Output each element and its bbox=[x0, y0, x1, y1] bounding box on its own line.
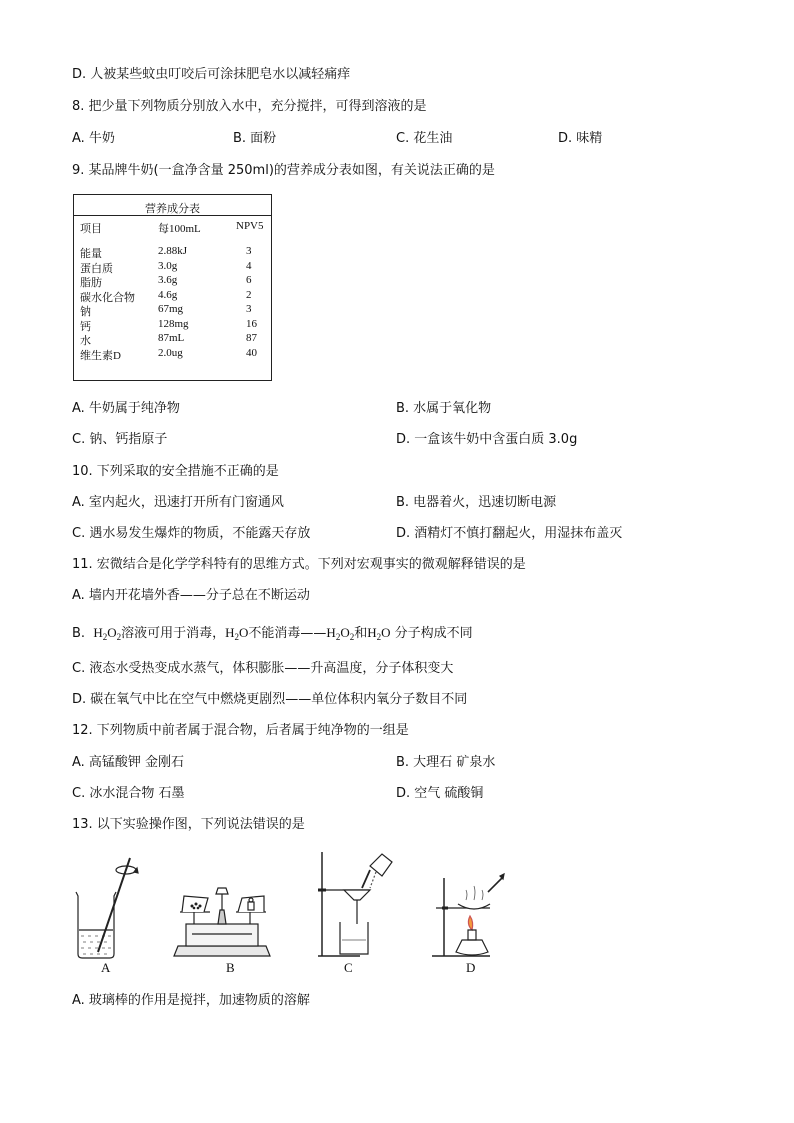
evaporation-figure bbox=[432, 874, 504, 956]
nutrition-row bbox=[74, 303, 271, 318]
nutrition-row bbox=[74, 274, 271, 289]
q9-option-b: B. 水属于氧化物 bbox=[396, 401, 492, 416]
option-text: 不能消毒—— bbox=[248, 626, 327, 641]
option-text: 和 bbox=[354, 626, 368, 641]
nutrient-name: 能量 bbox=[80, 248, 102, 260]
nutrient-amount: 2.0ug bbox=[158, 346, 183, 359]
formula-h2o2: $H_2O_2$ bbox=[326, 625, 355, 642]
q9-option-c: C. 钠、钙指原子 bbox=[72, 432, 168, 447]
option-text: 分子构成不同 bbox=[394, 626, 473, 641]
figure-label-d: D bbox=[466, 960, 476, 975]
nutrient-name: 钠 bbox=[80, 306, 91, 318]
q11-option-d: D. 碳在氧气中比在空气中燃烧更剧烈——单位体积内氧分子数目不同 bbox=[72, 692, 468, 707]
nutrient-amount: 87mL bbox=[158, 332, 185, 344]
nutrient-name: 脂肪 bbox=[80, 277, 102, 289]
nutrient-npv: 3 bbox=[246, 303, 252, 315]
nutrient-amount: 2.88kJ bbox=[158, 245, 188, 257]
nutrient-amount: 128mg bbox=[158, 317, 189, 330]
q11-option-c: C. 液态水受热变成水蒸气，体积膨胀——升高温度，分子体积变大 bbox=[72, 661, 454, 676]
nutrient-name: 钙 bbox=[80, 320, 91, 333]
nutrient-amount: 3.6g bbox=[158, 274, 178, 286]
q13-stem: 13. 以下实验操作图，下列说法错误的是 bbox=[72, 817, 305, 832]
figure-label-c: C bbox=[344, 960, 353, 975]
nutrition-header-per100: 每100mL bbox=[158, 223, 201, 235]
q12-option-d: D. 空气 硫酸铜 bbox=[396, 786, 484, 801]
q8-option-d: D. 味精 bbox=[558, 131, 603, 146]
nutrient-amount: 3.0g bbox=[158, 259, 178, 272]
filtration-figure bbox=[318, 852, 392, 956]
q11-option-a: A. 墙内开花墙外香——分子总在不断运动 bbox=[72, 588, 310, 603]
figure-label-b: B bbox=[226, 960, 235, 975]
formula-h2o: $H_2O$ bbox=[367, 625, 391, 642]
nutrition-header-item: 项目 bbox=[80, 223, 102, 235]
nutrition-table-caption: 营养成分表 bbox=[145, 203, 200, 215]
nutrition-header-npv: NPV5 bbox=[236, 220, 264, 232]
q12-option-b: B. 大理石 矿泉水 bbox=[396, 755, 496, 770]
nutrition-table bbox=[73, 194, 272, 381]
option-text: 溶液可用于消毒， bbox=[121, 626, 226, 641]
nutrient-name: 维生素D bbox=[80, 349, 121, 362]
q8-option-a: A. 牛奶 bbox=[72, 131, 115, 146]
q10-stem: 10. 下列采取的安全措施不正确的是 bbox=[72, 464, 279, 479]
nutrition-row bbox=[74, 289, 271, 304]
q10-option-d: D. 酒精灯不慎打翻起火，用湿抹布盖灭 bbox=[396, 526, 623, 541]
nutrition-row bbox=[74, 245, 271, 260]
lab-apparatus-figure bbox=[70, 848, 530, 960]
q8-option-b: B. 面粉 bbox=[233, 131, 277, 146]
q10-option-c: C. 遇水易发生爆炸的物质，不能露天存放 bbox=[72, 526, 311, 541]
nutrient-npv: 3 bbox=[246, 245, 252, 257]
q7-option-d: D. 人被某些蚊虫叮咬后可涂抹肥皂水以减轻痛痒 bbox=[72, 67, 351, 82]
q11-stem: 11. 宏微结合是化学学科特有的思维方式。下列对宏观事实的微观解释错误的是 bbox=[72, 557, 526, 572]
q10-option-b: B. 电器着火，迅速切断电源 bbox=[396, 495, 557, 510]
formula-h2o: $H_2O$ bbox=[225, 625, 249, 642]
nutrient-npv: 16 bbox=[246, 317, 257, 330]
q9-stem: 9. 某品牌牛奶(一盒净含量 250ml)的营养成分表如图，有关说法正确的是 bbox=[72, 163, 495, 178]
q12-stem: 12. 下列物质中前者属于混合物，后者属于纯净物的一组是 bbox=[72, 723, 409, 738]
nutrient-amount: 4.6g bbox=[158, 288, 178, 301]
nutrient-npv: 6 bbox=[246, 274, 252, 286]
nutrient-amount: 67mg bbox=[158, 303, 184, 315]
nutrient-npv: 2 bbox=[246, 288, 252, 301]
nutrition-row bbox=[74, 332, 271, 347]
beaker-stirring-figure bbox=[76, 858, 138, 958]
q11-option-b bbox=[72, 624, 473, 646]
balance-scale-figure bbox=[174, 888, 270, 956]
nutrient-npv: 40 bbox=[246, 346, 257, 359]
formula-h2o2: $H_2O_2$ bbox=[93, 625, 122, 642]
nutrient-name: 蛋白质 bbox=[80, 262, 113, 275]
nutrition-row bbox=[74, 318, 271, 333]
nutrition-row bbox=[74, 347, 271, 362]
q12-option-c: C. 冰水混合物 石墨 bbox=[72, 786, 185, 801]
option-letter: B. bbox=[72, 626, 86, 641]
nutrient-npv: 87 bbox=[246, 332, 257, 344]
nutrition-row bbox=[74, 260, 271, 275]
q10-option-a: A. 室内起火，迅速打开所有门窗通风 bbox=[72, 495, 284, 510]
q12-option-a: A. 高锰酸钾 金刚石 bbox=[72, 755, 185, 770]
q9-option-d: D. 一盒该牛奶中含蛋白质 3.0g bbox=[396, 432, 578, 447]
q9-option-a: A. 牛奶属于纯净物 bbox=[72, 401, 180, 416]
q8-stem: 8. 把少量下列物质分别放入水中，充分搅拌，可得到溶液的是 bbox=[72, 99, 427, 114]
nutrient-name: 碳水化合物 bbox=[80, 291, 135, 304]
nutrient-name: 水 bbox=[80, 335, 91, 347]
q8-option-c: C. 花生油 bbox=[396, 131, 453, 146]
nutrition-table-rule bbox=[74, 215, 271, 216]
nutrient-npv: 4 bbox=[246, 259, 252, 272]
figure-label-a: A bbox=[101, 960, 111, 975]
q13-option-a: A. 玻璃棒的作用是搅拌，加速物质的溶解 bbox=[72, 993, 310, 1008]
